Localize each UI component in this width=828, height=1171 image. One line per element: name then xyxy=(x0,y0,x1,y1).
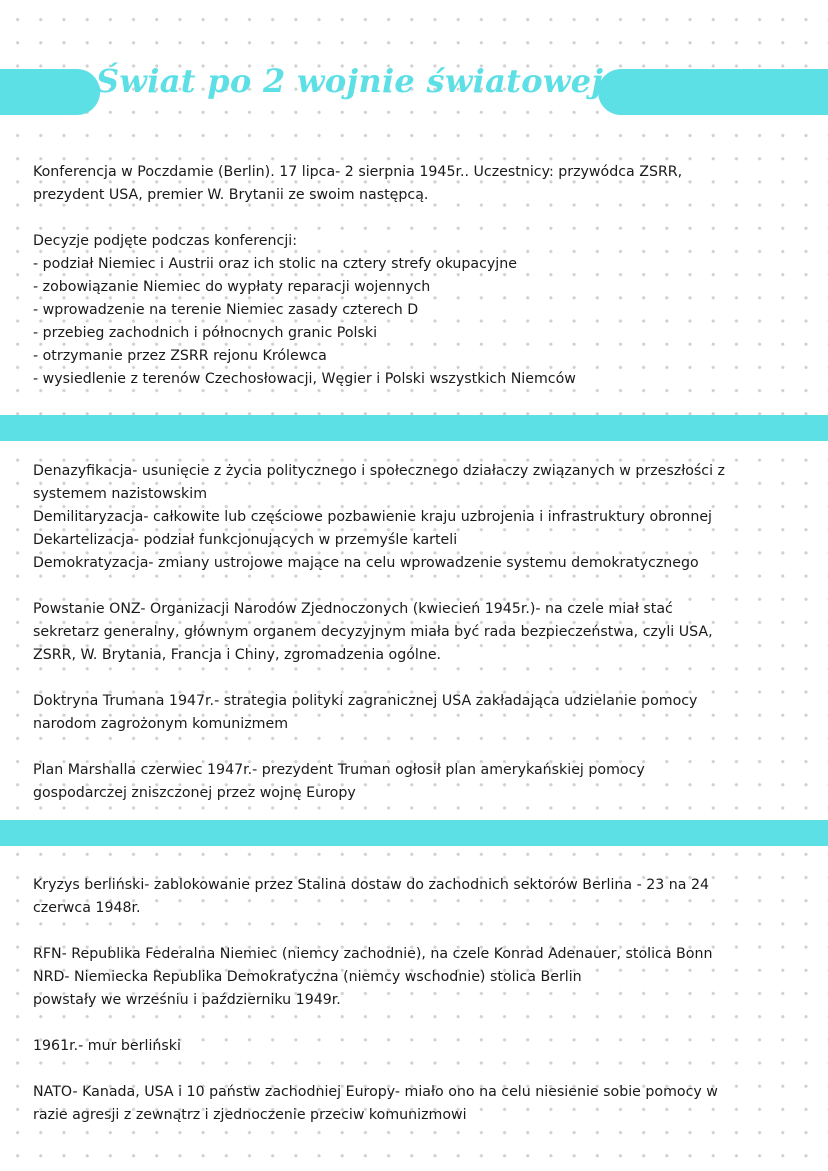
four-d-line: Dekartelizacja- podział funkcjonujących w przemyśle karteli xyxy=(33,532,458,548)
germanies-line: powstały we wrześniu i październiku 1949r. xyxy=(33,992,341,1008)
decision-item: - zobowiązanie Niemiec do wypłaty reparacji wojennych xyxy=(33,279,431,295)
section-four-d xyxy=(33,460,803,805)
berlin-wall-line: 1961r.- mur berliński xyxy=(33,1038,181,1054)
section-potsdam xyxy=(33,161,803,391)
truman-line: narodom zagrożonym komunizmem xyxy=(33,716,289,732)
decision-item: - otrzymanie przez ZSRR rejonu Królewca xyxy=(33,348,327,364)
four-d-line: systemem nazistowskim xyxy=(33,486,208,502)
berlin-crisis-line: czerwca 1948r. xyxy=(33,900,141,916)
nato-line: razie agresji z zewnątrz i zjednoczenie przeciw komunizmowi xyxy=(33,1107,467,1123)
potsdam-intro-line: Konferencja w Poczdamie (Berlin). 17 lipca- 2 sierpnia 1945r.. Uczestnicy: przywódca ZSRR, xyxy=(33,164,683,180)
four-d-line: Denazyfikacja- usunięcie z życia politycznego i społecznego działaczy związanych w przeszłości z xyxy=(33,463,726,479)
berlin-crisis-line: Kryzys berliński- zablokowanie przez Stalina dostaw do zachodnich sektorów Berlina - 23 na 24 xyxy=(33,877,710,893)
nato-line: NATO- Kanada, USA i 10 państw zachodniej Europy- miało ono na celu niesienie sobie pomocy w xyxy=(33,1084,718,1100)
four-d-line: Demokratyzacja- zmiany ustrojowe mające na celu wprowadzenie systemu demokratycznego xyxy=(33,555,699,571)
decision-item: - wysiedlenie z terenów Czechosłowacji, Węgier i Polski wszystkich Niemców xyxy=(33,371,576,387)
onz-line: sekretarz generalny, głównym organem decyzyjnym miała być rada bezpieczeństwa, czyli USA, xyxy=(33,624,713,640)
header-bar-right xyxy=(598,69,828,115)
page-title: Świat po 2 wojnie światowej xyxy=(96,62,604,100)
truman-line: Doktryna Trumana 1947r.- strategia polityki zagranicznej USA zakładająca udzielanie pomocy xyxy=(33,693,698,709)
section-divider xyxy=(0,820,828,846)
marshall-line: gospodarczej zniszczonej przez wojnę Europy xyxy=(33,785,356,801)
potsdam-intro-line: prezydent USA, premier W. Brytanii ze swoim następcą. xyxy=(33,187,429,203)
decision-item: - podział Niemiec i Austrii oraz ich stolic na cztery strefy okupacyjne xyxy=(33,256,517,272)
decision-item: - przebieg zachodnich i północnych granic Polski xyxy=(33,325,378,341)
onz-line: ZSRR, W. Brytania, Francja i Chiny, zgromadzenia ogólne. xyxy=(33,647,442,663)
onz-line: Powstanie ONZ- Organizacji Narodów Zjednoczonych (kwiecień 1945r.)- na czele miał stać xyxy=(33,601,673,617)
section-cold-war xyxy=(33,874,803,1127)
germanies-line: NRD- Niemiecka Republika Demokratyczna (niemcy wschodnie) stolica Berlin xyxy=(33,969,582,985)
section-divider xyxy=(0,415,828,441)
four-d-line: Demilitaryzacja- całkowite lub częściowe pozbawienie kraju uzbrojenia i infrastruktury obronnej xyxy=(33,509,712,525)
decisions-heading: Decyzje podjęte podczas konferencji: xyxy=(33,233,297,249)
header-bar-left xyxy=(0,69,100,115)
germanies-line: RFN- Republika Federalna Niemiec (niemcy zachodnie), na czele Konrad Adenauer, stolica Bonn xyxy=(33,946,713,962)
decision-item: - wprowadzenie na terenie Niemiec zasady czterech D xyxy=(33,302,419,318)
marshall-line: Plan Marshalla czerwiec 1947r.- prezydent Truman ogłosił plan amerykańskiej pomocy xyxy=(33,762,645,778)
